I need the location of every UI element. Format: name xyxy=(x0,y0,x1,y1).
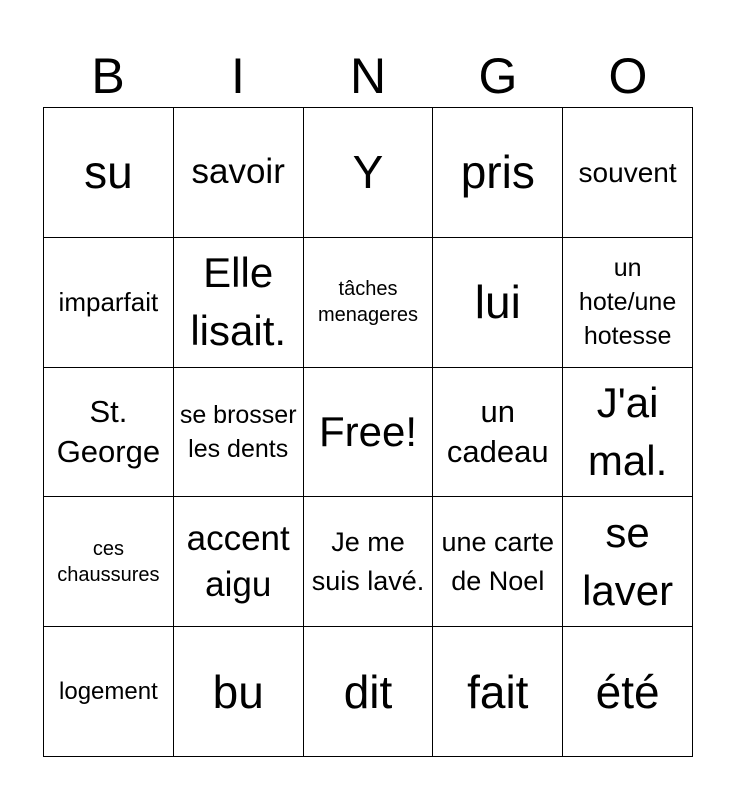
cell-text: savoir xyxy=(191,152,285,192)
bingo-cell-r1c2[interactable] xyxy=(174,108,304,238)
bingo-cell-r4c5[interactable] xyxy=(563,497,693,627)
cell-text: dit xyxy=(343,665,393,718)
cell-text: logement xyxy=(59,678,158,706)
cell-text: lui xyxy=(474,276,521,329)
header-letter-n: N xyxy=(349,48,387,104)
header-letter-o: O xyxy=(608,48,648,104)
bingo-cell-r3c5[interactable] xyxy=(563,368,693,498)
cell-text: J'ai mal. xyxy=(587,378,668,484)
bingo-cell-r2c4[interactable] xyxy=(433,238,563,368)
bingo-grid xyxy=(43,107,693,757)
bingo-cell-r2c1[interactable] xyxy=(44,238,174,368)
bingo-cell-r3c1[interactable] xyxy=(44,368,174,498)
cell-text: tâches menageres xyxy=(317,278,419,327)
cell-text: accent aigu xyxy=(186,518,290,604)
bingo-cell-r5c4[interactable] xyxy=(433,627,563,757)
header-letter-g: G xyxy=(478,48,518,104)
bingo-cell-r1c5[interactable] xyxy=(563,108,693,238)
cell-text: se laver xyxy=(582,508,674,614)
cell-text: une carte de Noel xyxy=(441,526,555,596)
bingo-cell-r5c5[interactable] xyxy=(563,627,693,757)
bingo-cell-r5c2[interactable] xyxy=(174,627,304,757)
cell-text: ces chaussures xyxy=(57,537,160,586)
cell-text: Free! xyxy=(318,407,417,455)
bingo-cell-r2c2[interactable] xyxy=(174,238,304,368)
cell-text: un hote/une hotesse xyxy=(578,254,677,351)
bingo-cell-r4c4[interactable] xyxy=(433,497,563,627)
cell-text: fait xyxy=(467,665,529,718)
cell-text: pris xyxy=(460,146,535,199)
cell-text: bu xyxy=(212,665,264,718)
cell-text: été xyxy=(595,665,660,718)
bingo-cell-r4c3[interactable] xyxy=(304,497,434,627)
cell-text: St. George xyxy=(56,393,161,469)
header-letter-b: B xyxy=(91,48,125,104)
bingo-cell-r5c3[interactable] xyxy=(304,627,434,757)
cell-text: souvent xyxy=(578,156,677,188)
bingo-cell-r5c1[interactable] xyxy=(44,627,174,757)
header-letter-i: I xyxy=(231,48,245,104)
bingo-cell-r3c4[interactable] xyxy=(433,368,563,498)
cell-text: Elle lisait. xyxy=(190,249,287,355)
cell-text: Je me suis lavé. xyxy=(311,526,425,596)
bingo-cell-r4c1[interactable] xyxy=(44,497,174,627)
bingo-cell-r3c2[interactable] xyxy=(174,368,304,498)
bingo-cell-r1c3[interactable] xyxy=(304,108,434,238)
bingo-header xyxy=(43,45,693,107)
cell-text: imparfait xyxy=(58,286,159,317)
cell-text: un cadeau xyxy=(446,393,549,469)
bingo-cell-r1c1[interactable] xyxy=(44,108,174,238)
bingo-cell-r3c3[interactable] xyxy=(304,368,434,498)
cell-text: se brosser les dents xyxy=(179,400,297,463)
cell-text: Y xyxy=(352,146,384,199)
bingo-cell-r2c3[interactable] xyxy=(304,238,434,368)
bingo-cell-r2c5[interactable] xyxy=(563,238,693,368)
cell-text: su xyxy=(84,146,133,199)
bingo-cell-r4c2[interactable] xyxy=(174,497,304,627)
bingo-cell-r1c4[interactable] xyxy=(433,108,563,238)
